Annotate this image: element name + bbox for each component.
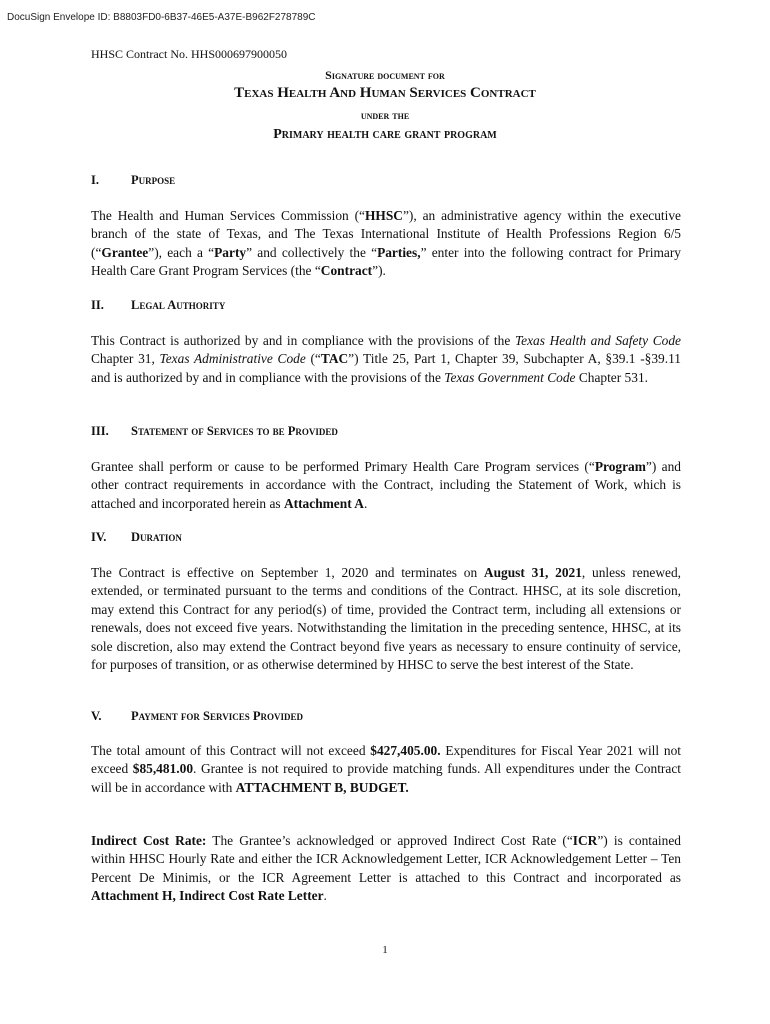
text-run: ” and collectively the “ — [246, 244, 378, 260]
section-title: Duration — [131, 530, 182, 544]
text-run: Grantee shall perform or cause to be performed Primary Health Care Program services (“ — [91, 459, 595, 474]
bold-text: Attachment A — [283, 495, 364, 511]
text-run: The Health and Human Services Commission (“ — [91, 208, 365, 223]
text-run: . Grantee is not required to provide matching funds. All expenditures under the Contract will be in accordance with — [91, 761, 681, 795]
title-line-3: under the — [360, 108, 410, 122]
bold-text: Party — [214, 244, 247, 260]
section-number: I. — [91, 173, 99, 187]
section-body-legal-authority — [91, 332, 681, 387]
text-run: Chapter 31, — [91, 351, 160, 367]
bold-text: ATTACHMENT B, BUDGET. — [235, 779, 409, 795]
bold-text: $427,405.00. — [370, 743, 441, 758]
text-run: The total amount of this Contract will not exceed — [91, 743, 371, 758]
title-line-2: Texas Health And Human Services Contract — [234, 85, 536, 101]
text-run: The Contract is effective on September 1, 2020 and terminates on — [91, 565, 484, 580]
text-run: ”). — [372, 263, 386, 279]
italic-text: Texas Administrative Code — [159, 351, 306, 367]
indirect-cost-rate-paragraph — [91, 832, 681, 906]
bold-text: August 31, 2021 — [483, 565, 582, 580]
bold-text: Parties, — [377, 244, 421, 260]
section-body-payment — [91, 742, 681, 797]
bold-text: ICR — [572, 833, 598, 848]
text-run: ”) and other contract requirements in accordance with the Contract, including the Statement of Work, which is attached and incorporated herein as — [91, 459, 681, 511]
section-body-services — [91, 458, 681, 513]
bold-text: Program — [594, 459, 646, 474]
section-number: V. — [91, 709, 102, 723]
text-run: ” enter into the following contract for Primary Health Care Grant Program Services (the “ — [91, 244, 681, 279]
section-heading-payment — [91, 709, 303, 724]
text-run: ”) is contained within HHSC Hourly Rate and either the ICR Acknowledgement Letter, ICR Acknowledgement Letter – Ten Percent De Minimis, or the ICR Agreement Letter is attached to this Contract and incorporated as — [91, 833, 681, 885]
bold-text: HHSC — [365, 208, 403, 223]
text-run: , unless renewed, extended, or terminated pursuant to the terms and conditions of the Contract. HHSC, at its sole discretion, may extend this Contract for any period(s) of time, provided the Contract term, including all extensions or renewals, does not exceed five years. Notwithstanding the limitation in the preceding sentence, HHSC, at its sole discretion, also may extend the Contract beyond five years as necessary to ensure continuity of service, for purposes of transition, or as otherwise determined by HHSC to serve the best interest of the State. — [91, 565, 681, 673]
bold-text: Attachment H, Indirect Cost Rate Letter — [91, 888, 324, 904]
text-run: ”), an administrative agency within the executive branch of the state of Texas, and The Texas International Institute of Health Professions Region 6/5 (“ — [91, 208, 681, 260]
section-body-duration — [91, 564, 681, 674]
section-title: Statement of Services to be Provided — [131, 424, 338, 438]
page-number: 1 — [382, 944, 388, 956]
section-heading-purpose — [91, 173, 175, 188]
bold-text: Grantee — [101, 244, 149, 260]
section-title: Payment for Services Provided — [131, 709, 303, 723]
section-number: III. — [91, 424, 109, 438]
text-run: ”) Title 25, Part 1, Chapter 39, Subchapter A, §39.1 -§39.11 and is authorized by and in compliance with the provisions of the — [91, 351, 681, 385]
docusign-envelope-id: DocuSign Envelope ID: B8803FD0-6B37-46E5-A37E-B962F278789C — [7, 12, 316, 23]
section-number: IV. — [91, 530, 107, 544]
italic-text: Texas Government Code — [444, 369, 576, 385]
text-run: . — [363, 495, 368, 511]
section-heading-services — [91, 424, 338, 439]
text-run: Expenditures for Fiscal Year 2021 will not exceed — [91, 743, 681, 777]
bold-text: TAC — [320, 351, 349, 367]
text-run: This Contract is authorized by and in compliance with the provisions of the — [91, 333, 515, 348]
text-run: . — [323, 888, 327, 904]
section-title: Purpose — [131, 173, 176, 187]
bold-text: $85,481.00 — [132, 761, 194, 777]
section-number: II. — [91, 298, 104, 312]
text-run: Chapter 531. — [575, 369, 648, 385]
text-run: (“ — [305, 351, 321, 367]
section-body-purpose — [91, 207, 681, 281]
bold-text: Indirect Cost Rate: — [91, 833, 207, 848]
section-heading-legal-authority — [91, 298, 225, 313]
section-title: Legal Authority — [131, 298, 226, 312]
section-heading-duration — [91, 530, 182, 545]
text-run: The Grantee’s acknowledged or approved Indirect Cost Rate (“ — [206, 833, 573, 848]
title-line-4: Primary health care grant program — [273, 127, 497, 142]
bold-text: Contract — [320, 263, 373, 279]
title-line-1: Signature document for — [325, 68, 445, 82]
contract-number: HHSC Contract No. HHS000697900050 — [91, 47, 288, 61]
italic-text: Texas Health and Safety Code — [514, 333, 681, 348]
text-run: ”), each a “ — [148, 244, 215, 260]
